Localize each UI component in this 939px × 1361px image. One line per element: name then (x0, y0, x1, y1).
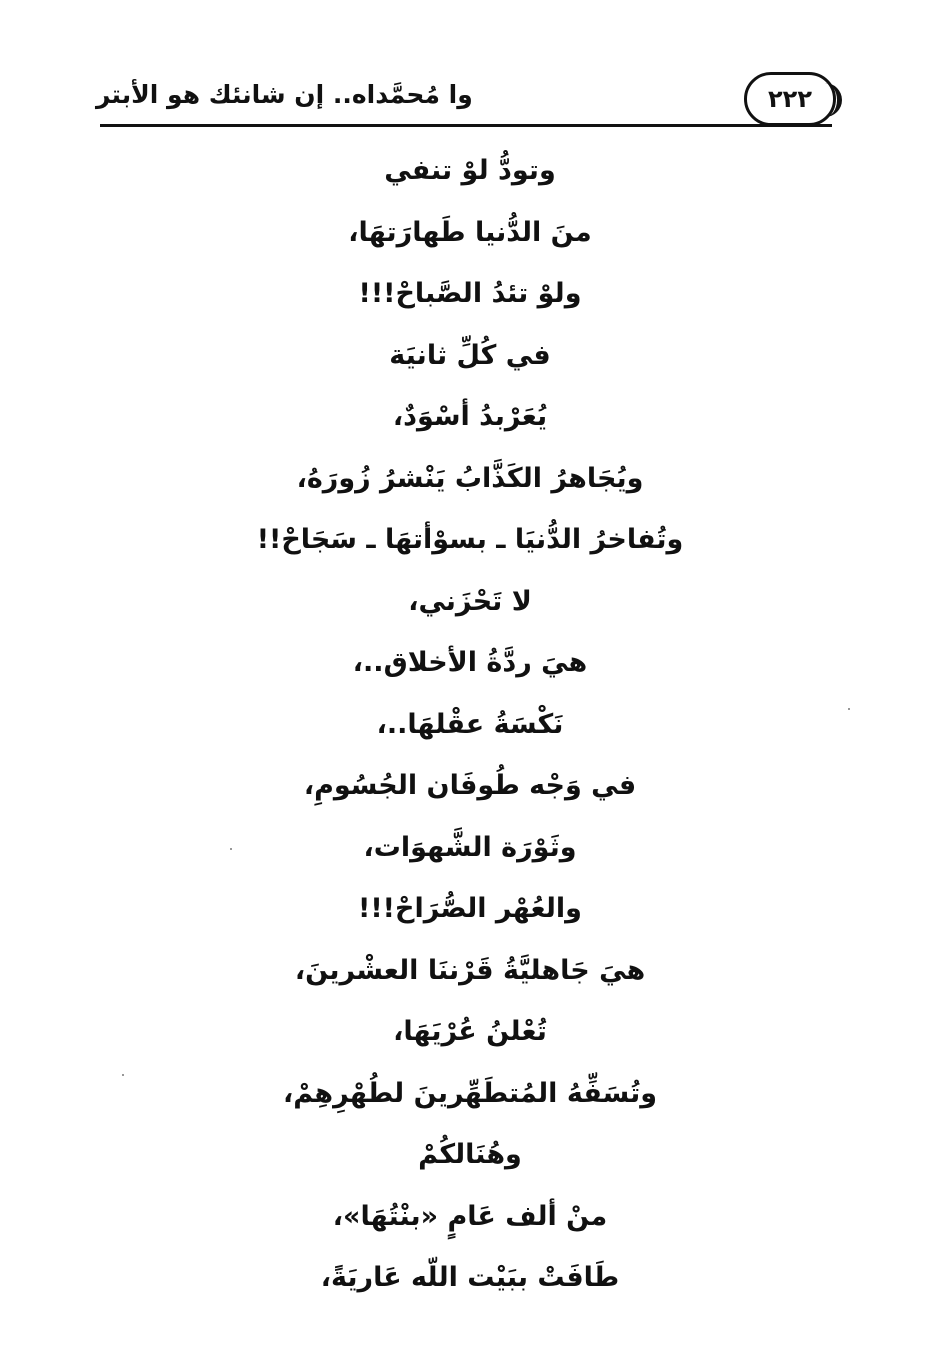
poem-line: منْ ألف عَامٍ «بنْتُهَا»، (332, 1200, 608, 1232)
poem-line: نَكْسَةُ عقْلهَا..، (376, 708, 564, 740)
poem-line: طَافَتْ ببَيْت اللّه عَاريَةً، (320, 1262, 620, 1293)
page-number-frame (744, 72, 836, 126)
poem (160, 140, 780, 1309)
poem-line: يُعَرْبدُ أسْوَدٌ، (392, 401, 548, 432)
header-rule (100, 124, 832, 127)
poem-line: هيَ ردَّةُ الأخلاق..، (352, 647, 588, 678)
poem-line: والعُهْر الصُّرَاحْ!!! (358, 893, 582, 924)
running-title: وا مُحمَّداه.. إن شانئك هو الأبتر (96, 80, 473, 109)
poem-line: في كُلِّ ثانيَة (389, 339, 551, 371)
poem-line: وتُسَفِّهُ المُتطَهِّرينَ لطُهْرِهِمْ، (282, 1077, 658, 1109)
poem-line: وهُنَالكُمْ (418, 1139, 522, 1170)
scan-speck (848, 708, 850, 710)
poem-line: وتودُّ لوْ تنفي (384, 155, 556, 186)
scan-speck (122, 1074, 124, 1076)
page-header (96, 70, 836, 132)
poem-line: وثَوْرَة الشَّهوَات، (363, 831, 577, 863)
poem-line: ولوْ تئدُ الصَّباحْ!!! (358, 278, 582, 309)
poem-line: لا تَحْزَني، (408, 585, 532, 617)
poem-line: هيَ جَاهليَّةُ قَرْننَا العشْرينَ، (294, 954, 646, 986)
scan-speck (230, 848, 232, 850)
page-number: ٢٢٢ (768, 85, 812, 113)
poem-line: تُعْلنُ عُرْيَهَا، (393, 1016, 547, 1047)
poem-line: منَ الدُّنيا طَهارَتهَا، (348, 216, 592, 248)
poem-line: ويُجَاهرُ الكَذَّابُ يَنْشرُ زُورَهُ، (296, 462, 644, 494)
poem-line: في وَجْه طُوفَان الجُسُومِ، (303, 770, 637, 801)
poem-line: وتُفاخرُ الدُّنيَا ـ بسوْأتهَا ـ سَجَاحْ!! (256, 524, 684, 555)
